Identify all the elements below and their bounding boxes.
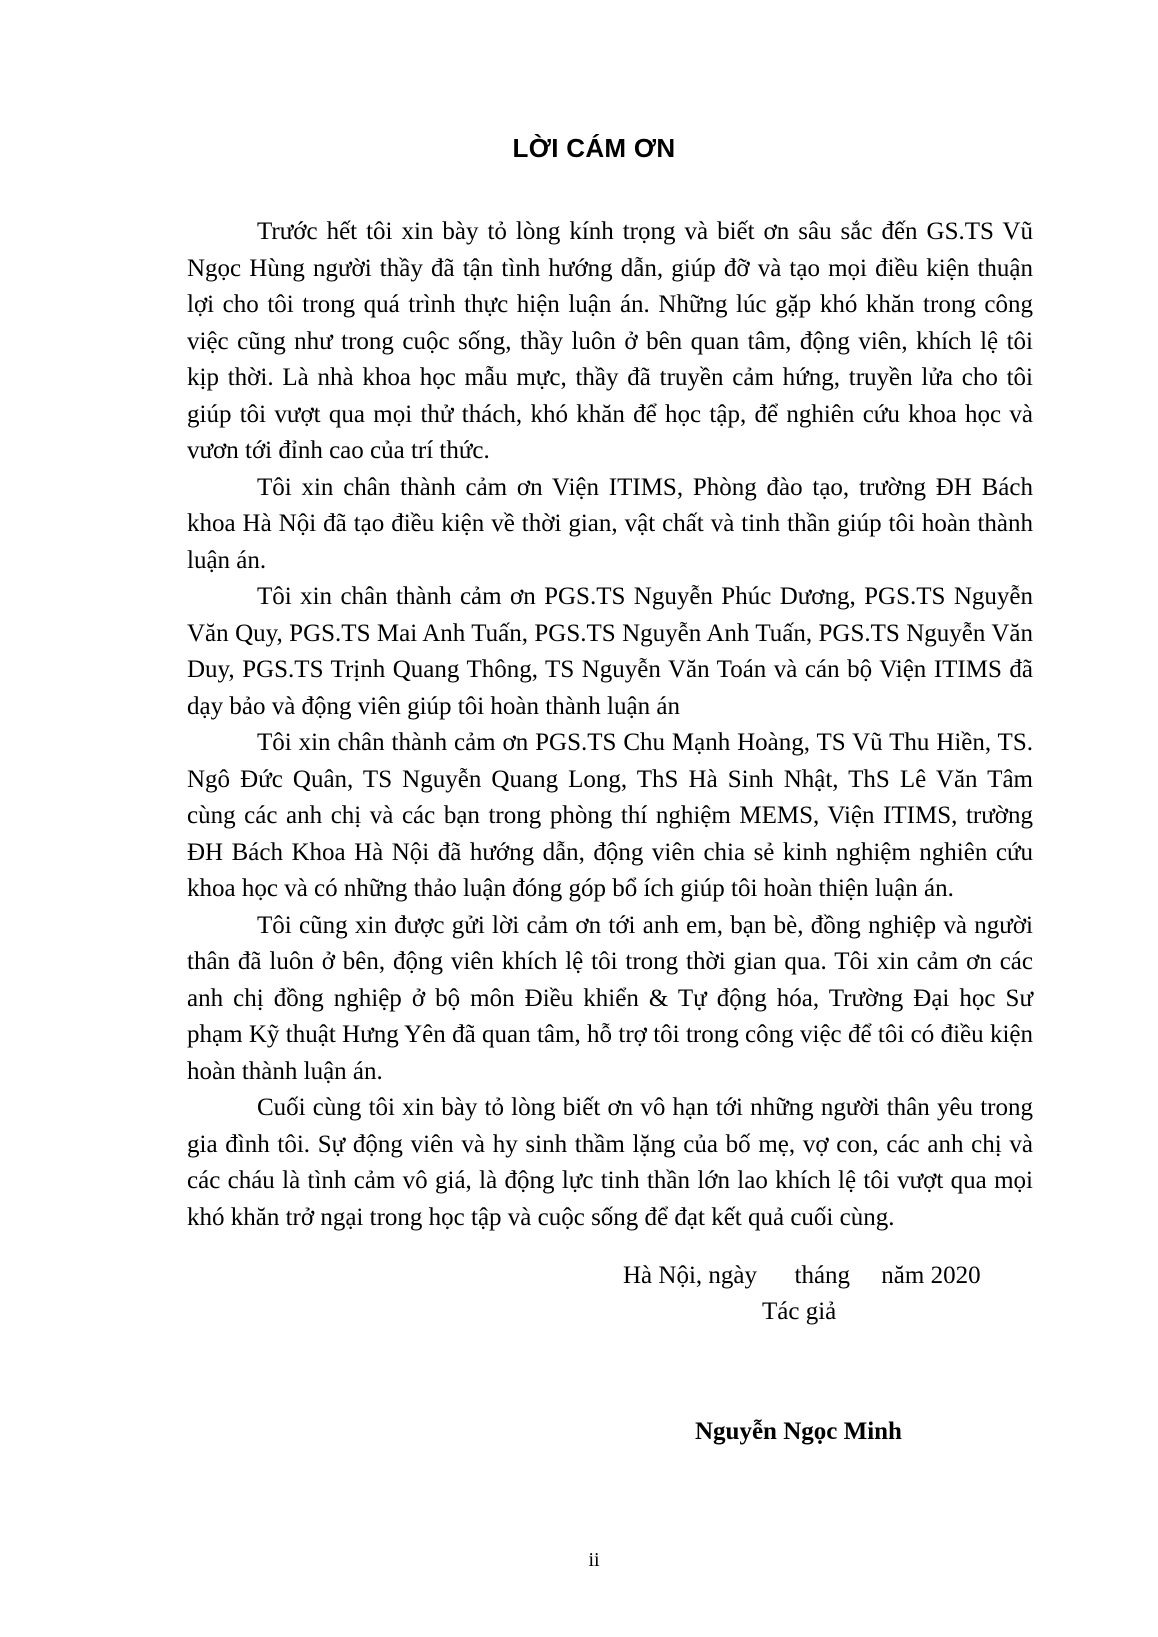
page-title: LỜI CÁM ƠN xyxy=(512,133,676,163)
paragraph-6: Cuối cùng tôi xin bày tỏ lòng biết ơn vô hạn tới những người thân yêu trong gia đình tôi. Sự động viên và hy sinh thầm lặng của bố mẹ, vợ con, các anh chị và các cháu là tình cảm vô giá, là động lực tinh thần lớn lao khích lệ tôi vượt qua mọi khó khăn trở ngại trong học tập và cuộc sống để đạt kết quả cuối cùng. xyxy=(187,1094,1033,1231)
paragraph-4: Tôi xin chân thành cảm ơn PGS.TS Chu Mạnh Hoàng, TS Vũ Thu Hiền, TS. Ngô Đức Quân, TS Nguyễn Quang Long, ThS Hà Sinh Nhật, ThS Lê Văn Tâm cùng các anh chị và các bạn trong phòng thí nghiệm MEMS, Viện ITIMS, trường ĐH Bách Khoa Hà Nội đã hướng dẫn, động viên chia sẻ kinh nghiệm nghiên cứu khoa học và có những thảo luận đóng góp bổ ích giúp tôi hoàn thiện luận án. xyxy=(187,729,1033,902)
author-name: Nguyễn Ngọc Minh xyxy=(695,1418,902,1445)
paragraph-3: Tôi xin chân thành cảm ơn PGS.TS Nguyễn Phúc Dương, PGS.TS Nguyễn Văn Quy, PGS.TS Mai Anh Tuấn, PGS.TS Nguyễn Anh Tuấn, PGS.TS Nguyễn Văn Duy, PGS.TS Trịnh Quang Thông, TS Nguyễn Văn Toán và cán bộ Viện ITIMS đã dạy bảo và động viên giúp tôi hoàn thành luận án xyxy=(187,583,1033,720)
signature-place-date: Hà Nội, ngày tháng năm 2020 xyxy=(623,1262,981,1289)
acknowledgement-body xyxy=(187,214,1033,1236)
paragraph-1: Trước hết tôi xin bày tỏ lòng kính trọng và biết ơn sâu sắc đến GS.TS Vũ Ngọc Hùng người thầy đã tận tình hướng dẫn, giúp đỡ và tạo mọi điều kiện thuận lợi cho tôi trong quá trình thực hiện luận án. Những lúc gặp khó khăn trong công việc cũng như trong cuộc sống, thầy luôn ở bên quan tâm, động viên, khích lệ tôi kịp thời. Là nhà khoa học mẫu mực, thầy đã truyền cảm hứng, truyền lửa cho tôi giúp tôi vượt qua mọi thử thách, khó khăn để học tập, để nghiên cứu khoa học và vươn tới đỉnh cao của trí thức. xyxy=(187,218,1033,464)
paragraph-2: Tôi xin chân thành cảm ơn Viện ITIMS, Phòng đào tạo, trường ĐH Bách khoa Hà Nội đã tạo điều kiện về thời gian, vật chất và tinh thần giúp tôi hoàn thành luận án. xyxy=(187,473,1033,574)
paragraph-5: Tôi cũng xin được gửi lời cảm ơn tới anh em, bạn bè, đồng nghiệp và người thân đã luôn ở bên, động viên khích lệ tôi trong thời gian qua. Tôi xin cảm ơn các anh chị đồng nghiệp ở bộ môn Điều khiển & Tự động hóa, Trường Đại học Sư phạm Kỹ thuật Hưng Yên đã quan tâm, hỗ trợ tôi trong công việc để tôi có điều kiện hoàn thành luận án. xyxy=(187,911,1033,1085)
signature-role: Tác giả xyxy=(762,1298,837,1325)
page-number: ii xyxy=(588,1549,600,1571)
